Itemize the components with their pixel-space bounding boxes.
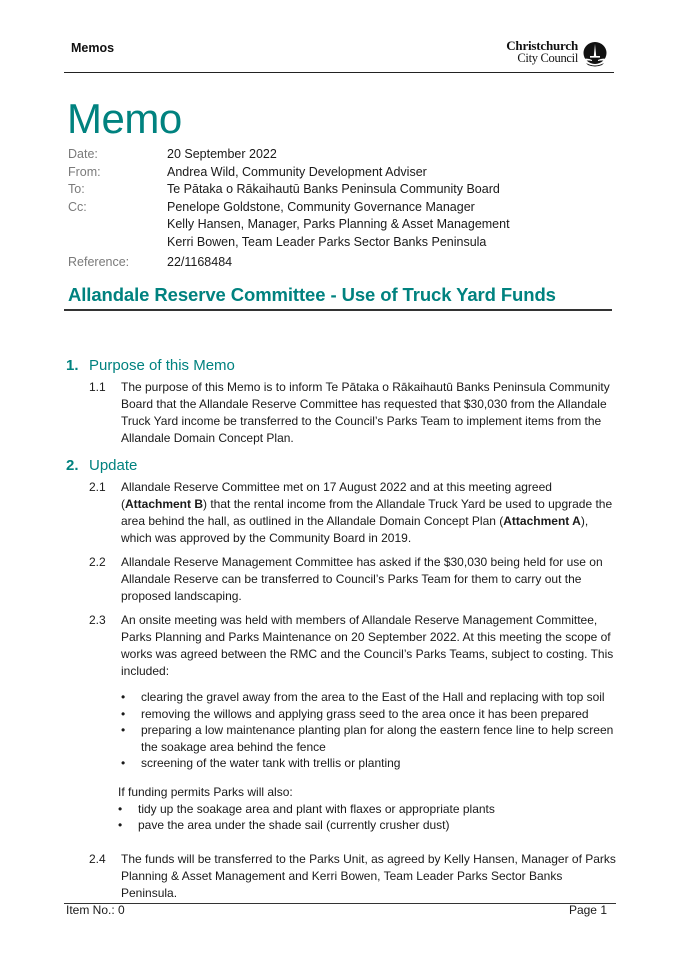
bullet-item — [118, 817, 616, 834]
paragraph-number: 2.3 — [89, 613, 106, 627]
section-update — [66, 457, 616, 902]
meta-cc-value: Kelly Hansen, Manager, Parks Planning & Asset Management — [167, 217, 510, 231]
bullet-text: screening of the water tank with trellis or planting — [141, 756, 401, 770]
section-number: 2. — [66, 457, 79, 474]
meta-reference — [68, 254, 510, 272]
logo-text — [506, 40, 578, 64]
bullet-item — [118, 801, 616, 818]
paragraph-content — [118, 612, 616, 834]
bullet-item — [121, 689, 616, 706]
header-divider — [64, 72, 614, 73]
meta-date-label: Date: — [68, 147, 98, 161]
attachment-a-reference: Attachment A — [503, 514, 581, 528]
paragraph-2-1 — [89, 479, 616, 547]
text-run: ) that the rental income from the Allandale Truck Yard be used to upgrade the area behind the hall, as outlined in the Allandale Domain Concept Plan ( — [121, 497, 613, 528]
meta-date-value: 20 September 2022 — [167, 147, 277, 161]
footer-page-number: Page 1 — [568, 903, 607, 917]
paragraph-text: The funds will be transferred to the Parks Unit, as agreed by Kelly Hansen, Manager of Parks Planning & Asset Management and Kerri Bowen, Team Leader Parks Sector Banks Peninsula. — [121, 851, 616, 900]
paragraph-number: 1.1 — [89, 380, 106, 394]
logo-line1: Christchurch — [506, 38, 578, 53]
also-intro: If funding permits Parks will also: — [118, 784, 293, 799]
header-section-label: Memos — [71, 41, 115, 55]
meta-reference-label: Reference: — [68, 255, 130, 269]
memo-meta — [68, 146, 510, 272]
section-heading — [66, 357, 616, 375]
meta-to — [68, 181, 510, 199]
section-number: 1. — [66, 357, 79, 374]
meta-from-label: From: — [68, 164, 101, 179]
paragraph-1-1 — [89, 379, 616, 447]
council-logo — [498, 40, 608, 70]
meta-to-label: To: — [68, 182, 85, 196]
bullet-item — [121, 755, 616, 772]
bullet-icon: • — [121, 706, 126, 721]
paragraph-number: 2.4 — [89, 851, 106, 866]
section-purpose — [66, 357, 616, 447]
section-title: Update — [89, 457, 138, 474]
bullet-icon: • — [118, 818, 123, 832]
bullet-text: tidy up the soakage area and plant with flaxes or appropriate plants — [138, 801, 495, 816]
section-heading — [66, 457, 616, 475]
section-title: Purpose of this Memo — [89, 357, 235, 374]
cathedral-spire-icon — [582, 41, 608, 67]
meta-cc-values — [167, 199, 510, 252]
bullet-icon: • — [121, 756, 126, 770]
bullet-icon: • — [121, 723, 126, 737]
bullet-icon: • — [121, 690, 126, 704]
bullet-item — [121, 706, 616, 723]
meta-reference-value: 22/1168484 — [167, 255, 233, 269]
paragraph-2-4 — [89, 851, 616, 902]
meta-to-value: Te Pātaka o Rākaihautū Banks Peninsula Community Board — [167, 182, 500, 196]
subject-divider — [64, 309, 612, 311]
bullet-text: pave the area under the shade sail (currently crusher dust) — [138, 818, 450, 832]
paragraph-text: Allandale Reserve Management Committee has asked if the $30,030 being held for use on Allandale Reserve can be transferred to Council’s Parks Team for them to carry out the proposed landscaping. — [121, 555, 603, 603]
meta-date — [68, 146, 510, 164]
footer-item-number: Item No.: 0 — [66, 903, 125, 917]
bullet-text: clearing the gravel away from the area to the East of the Hall and replacing with top soil — [141, 690, 605, 704]
bullet-item — [121, 722, 616, 755]
logo-line2: City Council — [517, 51, 578, 65]
meta-from-value: Andrea Wild, Community Development Adviser — [167, 164, 427, 179]
meta-from — [68, 164, 510, 182]
scope-bullet-list — [121, 689, 616, 772]
text-run: ), which was approved by the Community Board in 2019. — [121, 514, 589, 545]
memo-title: Memo — [67, 95, 182, 142]
attachment-b-reference: Attachment B — [125, 497, 204, 511]
memo-subject: Allandale Reserve Committee - Use of Truck Yard Funds — [68, 284, 556, 305]
paragraph-text: An onsite meeting was held with members of Allandale Reserve Management Committee, Parks Planning and Parks Maintenance on 20 September 2022. At this meeting the scope of works was agreed between the RMC and the Council’s Parks Teams, subject to costing. This included: — [121, 613, 614, 678]
paragraph-text — [121, 479, 616, 547]
paragraph-2-3 — [89, 612, 616, 834]
meta-cc — [68, 199, 510, 252]
meta-cc-label: Cc: — [68, 199, 87, 214]
paragraph-number: 2.1 — [89, 480, 106, 494]
bullet-text: removing the willows and applying grass seed to the area once it has been prepared — [141, 706, 589, 721]
paragraph-number: 2.2 — [89, 555, 106, 569]
bullet-text: preparing a low maintenance planting plan for along the eastern fence line to help screen the soakage area behind the fence — [141, 723, 614, 754]
footer-divider — [64, 903, 616, 904]
meta-cc-value: Kerri Bowen, Team Leader Parks Sector Banks Peninsula — [167, 234, 487, 249]
optional-bullet-list — [118, 801, 616, 834]
paragraph-text: The purpose of this Memo is to inform Te Pātaka o Rākaihautū Banks Peninsula Community Board that the Allandale Reserve Committee has requested that $30,030 from the Allandale Truck Yard income be transferred to the Council’s Parks Team to implement items from the Allandale Domain Concept Plan. — [121, 380, 610, 445]
bullet-icon: • — [118, 801, 123, 816]
meta-cc-value: Penelope Goldstone, Community Governance Manager — [167, 199, 475, 214]
text-run: Allandale Reserve Committee met on 17 August 2022 and at this meeting agreed ( — [121, 480, 552, 511]
paragraph-2-2 — [89, 554, 616, 605]
